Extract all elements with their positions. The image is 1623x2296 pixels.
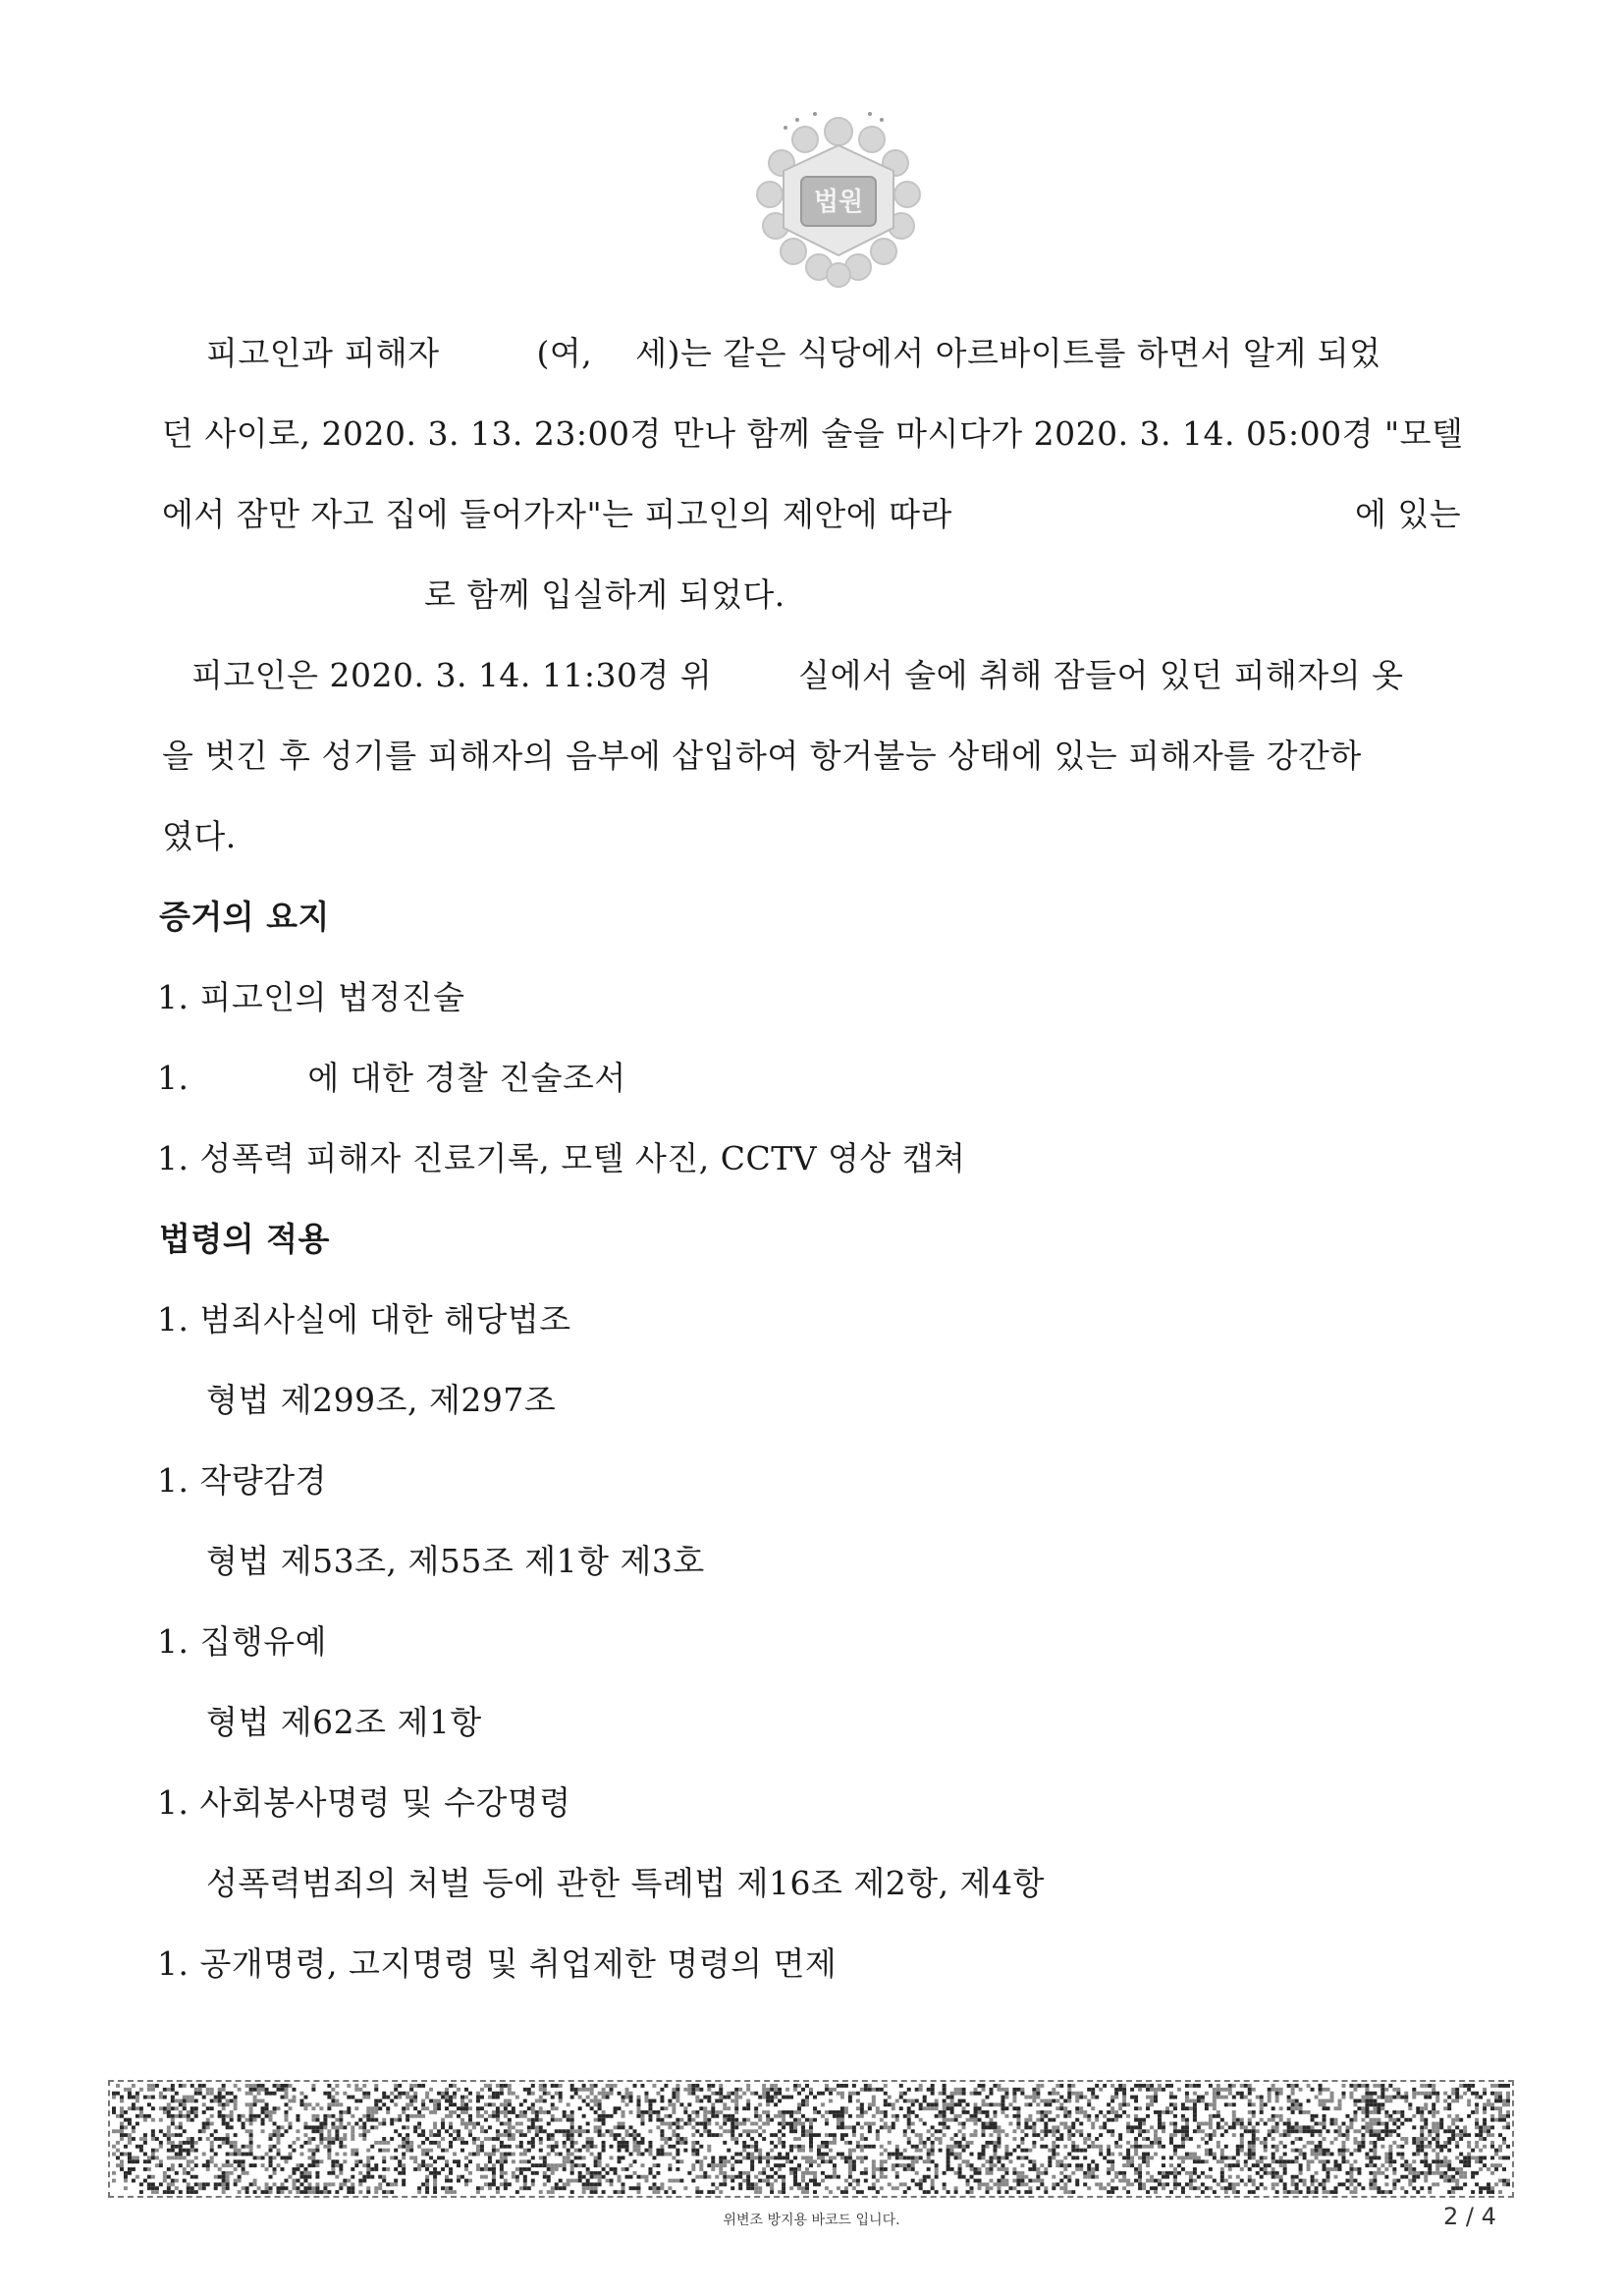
evidence-item-2: 1. 에 대한 경찰 진술조서 [157, 1059, 626, 1097]
law-item-2: 1. 작량감경 [157, 1461, 327, 1500]
body-line-4: 로 함께 입실하게 되었다. [424, 575, 785, 614]
law-item-2-detail: 형법 제53조, 제55조 제1항 제3호 [206, 1542, 705, 1580]
body-line-2: 던 사이로, 2020. 3. 13. 23:00경 만나 함께 술을 마시다가 2020. 3. 14. 05:00경 "모텔 [162, 414, 1464, 453]
evidence-item-3: 1. 성폭력 피해자 진료기록, 모텔 사진, CCTV 영상 캡쳐 [157, 1139, 966, 1177]
anti-forgery-barcode [108, 2080, 1514, 2198]
body-line-1: 피고인과 피해자 (여, 세)는 같은 식당에서 아르바이트를 하면서 알게 되었 [206, 334, 1381, 372]
body-line-7: 였다. [162, 817, 237, 855]
law-heading: 법령의 적용 [159, 1220, 330, 1258]
law-item-4: 1. 사회봉사명령 및 수강명령 [157, 1783, 571, 1822]
page-number: 2 / 4 [1443, 2203, 1496, 2230]
law-item-5: 1. 공개명령, 고지명령 및 취업제한 명령의 면제 [157, 1944, 838, 1983]
seal-text: 법원 [813, 188, 864, 217]
court-seal [746, 106, 931, 293]
law-item-3: 1. 집행유예 [157, 1622, 327, 1661]
law-item-1-detail: 형법 제299조, 제297조 [206, 1381, 557, 1419]
body-line-3-right: 에 있는 [1355, 495, 1462, 533]
law-item-4-detail: 성폭력범죄의 처벌 등에 관한 특례법 제16조 제2항, 제4항 [206, 1864, 1045, 1902]
law-item-3-detail: 형법 제62조 제1항 [206, 1703, 482, 1741]
body-line-5: 피고인은 2020. 3. 14. 11:30경 위 실에서 술에 취해 잠들어 있던 피해자의 옷 [191, 656, 1404, 694]
body-line-3: 에서 잠만 자고 집에 들어가자"는 피고인의 제안에 따라 [162, 495, 952, 533]
evidence-item-1: 1. 피고인의 법정진술 [157, 978, 465, 1016]
law-item-1: 1. 범죄사실에 대한 해당법조 [157, 1300, 571, 1339]
barcode-note: 위변조 방지용 바코드 입니다. [723, 2213, 900, 2228]
evidence-heading: 증거의 요지 [159, 898, 330, 936]
body-line-6: 을 벗긴 후 성기를 피해자의 음부에 삽입하여 항거불능 상태에 있는 피해자를 강간하 [162, 737, 1362, 775]
